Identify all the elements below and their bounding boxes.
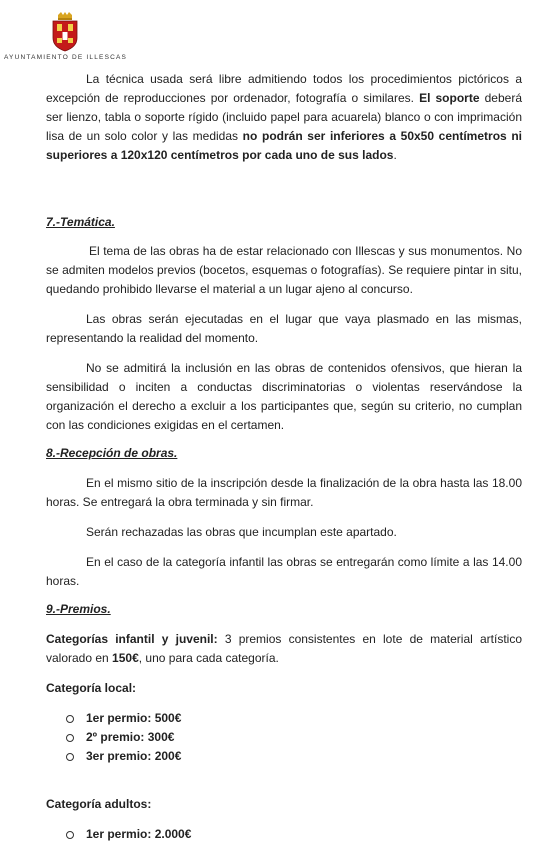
circle-bullet-icon: [66, 715, 74, 723]
circle-bullet-icon: [66, 753, 74, 761]
adult-category-label: Categoría adultos:: [46, 797, 152, 811]
list-item: 3er premio: 200€: [46, 747, 522, 766]
youth-category-paragraph: Categorías infantil y juvenil: 3 premios consistentes en lote de material artístico valorado en 150€, uno para cada categoría.: [46, 632, 522, 665]
circle-bullet-icon: [66, 831, 74, 839]
coat-of-arms-logo: [50, 12, 80, 52]
reception-paragraph-1: En el mismo sitio de la inscripción desde la finalización de la obra hasta las 18.00 horas. Se entregará la obra terminada y sin firmar.: [46, 476, 522, 509]
list-item: 1er permio: 2.000€: [46, 825, 522, 844]
adult-prizes-list: [46, 825, 522, 844]
theme-paragraph-1: El tema de las obras ha de estar relacionado con Illescas y sus monumentos. No se admiten modelos previos (bocetos, esquemas o fotografías). Se requiere pintar in situ, quedando prohibido llevarse el material a un lugar ajeno al concurso.: [46, 244, 522, 296]
reception-paragraph-3: En el caso de la categoría infantil las obras se entregarán como límite a las 14.00 horas.: [46, 555, 522, 588]
local-prizes-list: [46, 709, 522, 766]
reception-paragraph-2: Serán rechazadas las obras que incumplan este apartado.: [86, 525, 397, 539]
organization-name: AYUNTAMIENTO DE ILLESCAS: [4, 54, 128, 61]
section-title-9: 9.-Premios.: [46, 602, 111, 616]
circle-bullet-icon: [66, 734, 74, 742]
section-title-8: 8.-Recepción de obras.: [46, 446, 178, 460]
list-item: 1er permio: 500€: [46, 709, 522, 728]
theme-paragraph-3: No se admitirá la inclusión en las obras de contenidos ofensivos, que hieran la sensibilidad o inciten a conductas discriminatorias o violentas reservándose la organización el derecho a excluir a los participantes que, según su criterio, no cumplan con las condiciones exigidas en el certamen.: [46, 361, 522, 432]
theme-paragraph-2: Las obras serán ejecutadas en el lugar que vaya plasmado en las mismas, representando la realidad del momento.: [46, 312, 522, 345]
page-header: [4, 8, 144, 64]
local-category-label: Categoría local:: [46, 681, 137, 695]
list-item: 2º premio: 300€: [46, 728, 522, 747]
technique-paragraph: La técnica usada será libre admitiendo todos los procedimientos pictóricos a excepción de reproducciones por ordenador, fotografía o similares. El soporte deberá ser lienzo, tabla o soporte rígido (incluido papel para acuarela) blanco o con imprimación lisa de un solo color y las medidas no podrán ser inferiores a 50x50 centímetros ni superiores a 120x120 centímetros por cada uno de sus lados.: [46, 72, 523, 162]
section-title-7: 7.-Temática.: [46, 215, 115, 229]
document-body: [46, 70, 522, 844]
